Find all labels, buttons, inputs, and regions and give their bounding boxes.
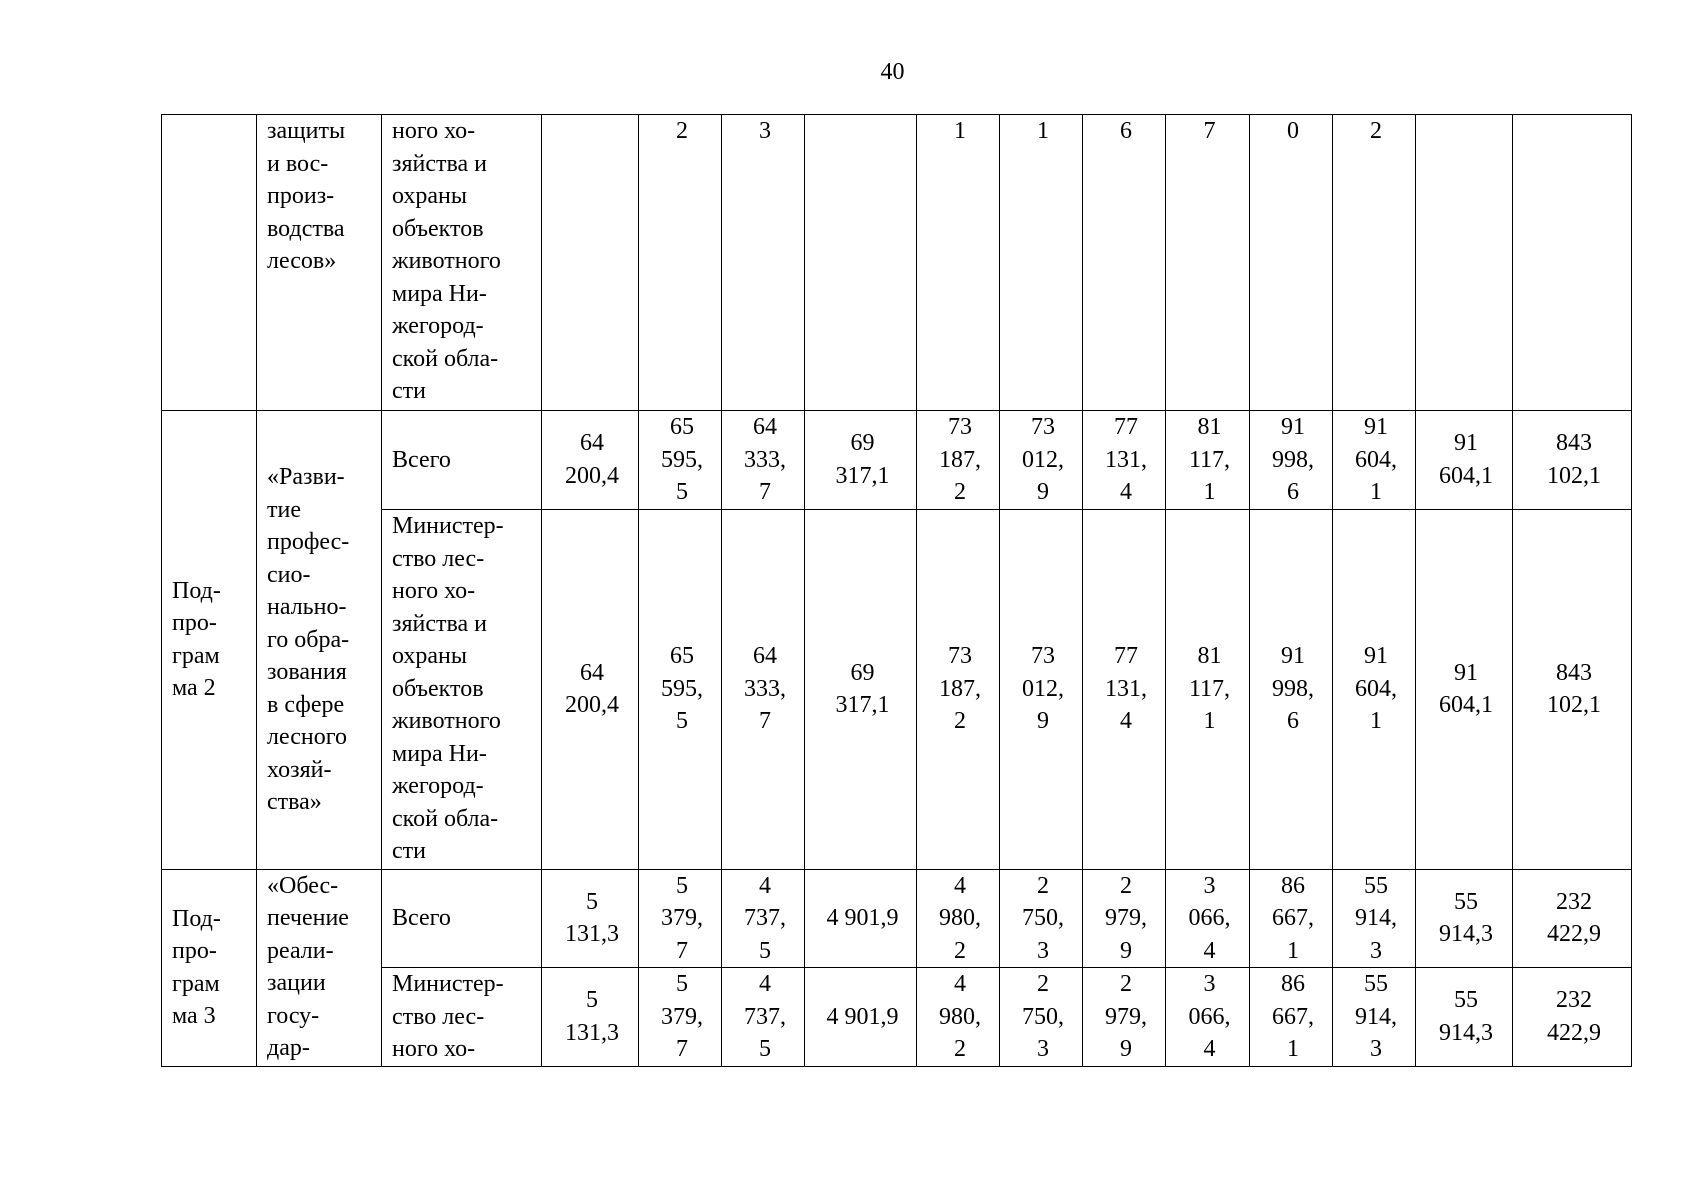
value-cell: [542, 115, 639, 411]
value-cell: 2 750, 3: [1000, 869, 1083, 968]
value-cell: 81 117, 1: [1166, 509, 1250, 869]
value-cell: 2: [1333, 115, 1416, 411]
value-cell: 64 200,4: [542, 509, 639, 869]
table-row: [162, 869, 1632, 968]
value-cell: 4 737, 5: [722, 869, 805, 968]
value-cell: 64 333, 7: [722, 509, 805, 869]
value-cell: 4 901,9: [805, 968, 917, 1067]
table-row: [162, 115, 1632, 411]
value-cell: 4 901,9: [805, 869, 917, 968]
value-cell: 2 750, 3: [1000, 968, 1083, 1067]
value-cell: 4 980, 2: [917, 869, 1000, 968]
value-cell: 0: [1250, 115, 1333, 411]
value-cell: 86 667, 1: [1250, 869, 1333, 968]
executor-cell: Министер- ство лес- ного хо-: [382, 968, 542, 1067]
value-cell: 4 980, 2: [917, 968, 1000, 1067]
value-cell: [805, 115, 917, 411]
table-row: [162, 411, 1632, 510]
program-cell: [162, 115, 257, 411]
value-cell: 55 914,3: [1416, 869, 1513, 968]
funding-table: [161, 114, 1632, 1067]
value-cell: 65 595, 5: [639, 509, 722, 869]
total-cell: 843 102,1: [1513, 411, 1632, 510]
value-cell: 77 131, 4: [1083, 509, 1166, 869]
value-cell: 5 131,3: [542, 968, 639, 1067]
executor-cell: Всего: [382, 411, 542, 510]
value-cell: 73 187, 2: [917, 411, 1000, 510]
subprogram-name-cell: «Обес- печение реали- зации госу- дар-: [257, 869, 382, 1066]
value-cell: 1: [1000, 115, 1083, 411]
value-cell: 73 187, 2: [917, 509, 1000, 869]
value-cell: 91 604,1: [1416, 509, 1513, 869]
program-cell: Под- про- грам ма 2: [162, 411, 257, 870]
value-cell: 73 012, 9: [1000, 411, 1083, 510]
value-cell: 73 012, 9: [1000, 509, 1083, 869]
total-cell: [1513, 115, 1632, 411]
subprogram-name-cell: «Разви- тие профес- сио- нально- го обра- зования в сфере лесного хозяй- ства»: [257, 411, 382, 870]
value-cell: 2 979, 9: [1083, 869, 1166, 968]
value-cell: 5 379, 7: [639, 869, 722, 968]
program-cell: Под- про- грам ма 3: [162, 869, 257, 1066]
total-cell: 232 422,9: [1513, 869, 1632, 968]
page-number: 40: [880, 59, 905, 85]
value-cell: 81 117, 1: [1166, 411, 1250, 510]
value-cell: 55 914, 3: [1333, 869, 1416, 968]
value-cell: [1416, 115, 1513, 411]
value-cell: 69 317,1: [805, 509, 917, 869]
table-row: [162, 968, 1632, 1067]
value-cell: 91 998, 6: [1250, 509, 1333, 869]
value-cell: 65 595, 5: [639, 411, 722, 510]
value-cell: 86 667, 1: [1250, 968, 1333, 1067]
value-cell: 5 131,3: [542, 869, 639, 968]
value-cell: 64 333, 7: [722, 411, 805, 510]
value-cell: 2: [639, 115, 722, 411]
value-cell: 64 200,4: [542, 411, 639, 510]
value-cell: 5 379, 7: [639, 968, 722, 1067]
value-cell: 69 317,1: [805, 411, 917, 510]
value-cell: 91 604, 1: [1333, 509, 1416, 869]
value-cell: 91 604,1: [1416, 411, 1513, 510]
value-cell: 7: [1166, 115, 1250, 411]
executor-cell: ного хо- зяйства и охраны объектов животного мира Ни- жегород- ской обла- сти: [382, 115, 542, 411]
value-cell: 3 066, 4: [1166, 968, 1250, 1067]
value-cell: 4 737, 5: [722, 968, 805, 1067]
subprogram-name-cell: защиты и вос- произ- водства лесов»: [257, 115, 382, 411]
executor-cell: Всего: [382, 869, 542, 968]
value-cell: 3: [722, 115, 805, 411]
value-cell: 77 131, 4: [1083, 411, 1166, 510]
table-row: [162, 509, 1632, 869]
value-cell: 1: [917, 115, 1000, 411]
value-cell: 6: [1083, 115, 1166, 411]
value-cell: 2 979, 9: [1083, 968, 1166, 1067]
total-cell: 843 102,1: [1513, 509, 1632, 869]
value-cell: 3 066, 4: [1166, 869, 1250, 968]
value-cell: 91 998, 6: [1250, 411, 1333, 510]
value-cell: 55 914, 3: [1333, 968, 1416, 1067]
total-cell: 232 422,9: [1513, 968, 1632, 1067]
value-cell: 91 604, 1: [1333, 411, 1416, 510]
value-cell: 55 914,3: [1416, 968, 1513, 1067]
executor-cell: Министер- ство лес- ного хо- зяйства и охраны объектов животного мира Ни- жегород- ской обла- сти: [382, 509, 542, 869]
